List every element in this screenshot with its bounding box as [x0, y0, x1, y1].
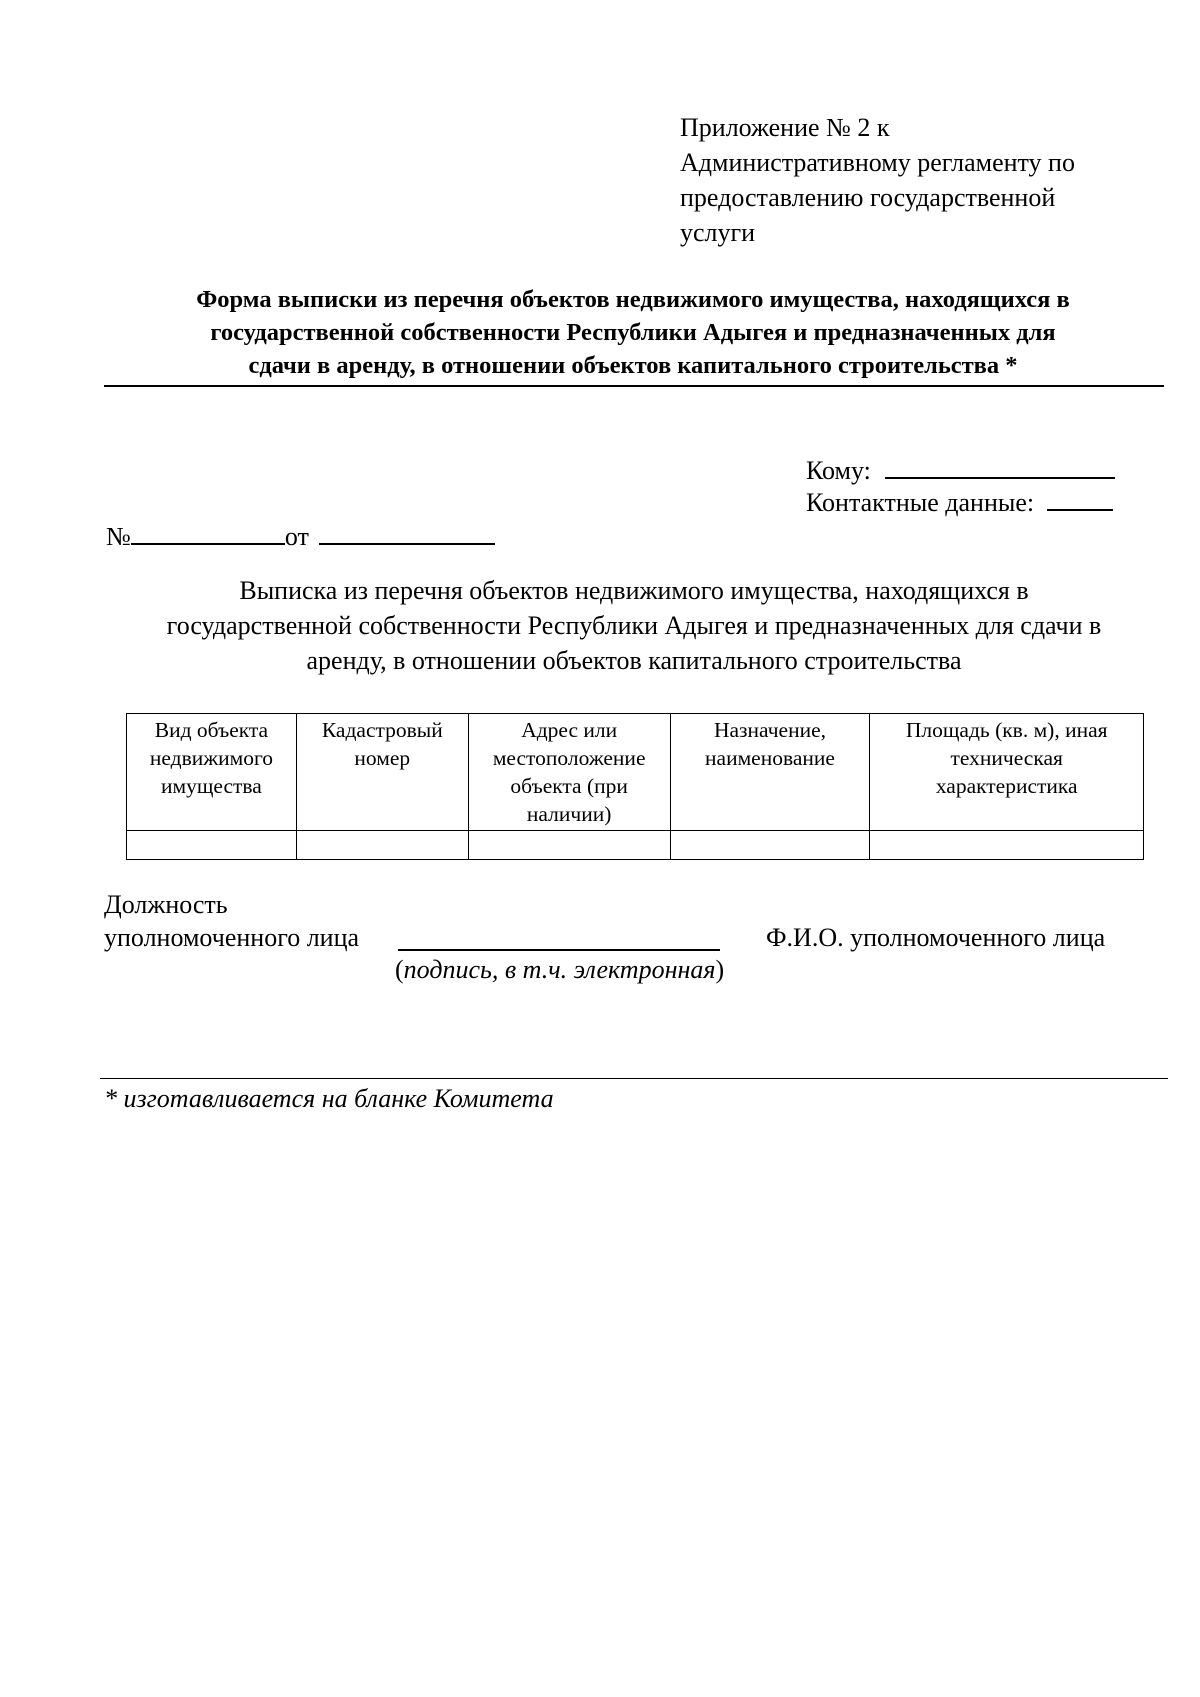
header-object-type-l1: Вид объекта	[154, 718, 269, 742]
header-purpose-l2: наименование	[705, 746, 835, 770]
header-address-l3: объекта (при	[510, 774, 628, 798]
header-object-type-l2: недвижимого	[149, 746, 273, 770]
cell-address[interactable]	[468, 831, 670, 860]
header-address-l1: Адрес или	[521, 718, 618, 742]
recipient-to-field[interactable]	[885, 455, 1115, 479]
appendix-line-4: услуги	[680, 218, 756, 247]
footnote: * изготавливается на бланке Комитета	[104, 1084, 554, 1113]
extract-title-line-3: аренду, в отношении объектов капитального строительства	[306, 646, 962, 675]
extract-table	[126, 713, 1144, 860]
cell-area[interactable]	[870, 831, 1144, 860]
header-cadastral-l2: номер	[354, 746, 411, 770]
recipient-to-label: Кому:	[806, 456, 871, 485]
caption-close-paren: )	[715, 955, 725, 984]
recipient-contacts-row	[806, 487, 1113, 519]
caption-text: подпись, в т.ч. электронная	[403, 955, 716, 984]
appendix-line-1: Приложение № 2 к	[680, 113, 890, 142]
recipient-contacts-field[interactable]	[1047, 487, 1113, 511]
signature-caption	[395, 955, 724, 985]
header-area-l2: техническая	[950, 746, 1063, 770]
header-cadastral-number	[296, 714, 468, 831]
extract-title-line-2: государственной собственности Республики Адыгея и предназначенных для сдачи в	[166, 611, 1102, 640]
date-field[interactable]	[319, 521, 495, 545]
title-underline	[104, 385, 1164, 387]
extract-title	[104, 573, 1164, 678]
recipient-to-row	[806, 455, 1115, 487]
header-cadastral-l1: Кадастровый	[321, 718, 443, 742]
header-area	[870, 714, 1144, 831]
date-label: от	[284, 522, 309, 551]
table-row	[127, 831, 1144, 860]
footnote-rule	[100, 1078, 1168, 1079]
header-area-l3: характеристика	[935, 774, 1078, 798]
header-object-type-l3: имущества	[161, 774, 262, 798]
signature-line[interactable]	[398, 949, 720, 951]
number-label: №	[106, 522, 131, 551]
number-date-row	[106, 521, 495, 553]
number-field[interactable]	[131, 521, 285, 545]
header-area-l1: Площадь (кв. м), иная	[905, 718, 1108, 742]
cell-object-type[interactable]	[127, 831, 297, 860]
form-title-line-2: государственной собственности Республики Адыгея и предназначенных для	[210, 319, 1056, 346]
appendix-heading	[680, 110, 1140, 250]
form-title-line-1: Форма выписки из перечня объектов недвижимого имущества, находящихся в	[196, 286, 1070, 313]
header-object-type	[127, 714, 297, 831]
header-address-l4: наличии)	[526, 802, 612, 826]
caption-open-paren: (	[395, 955, 404, 984]
header-address	[468, 714, 670, 831]
header-purpose-l1: Назначение,	[713, 718, 827, 742]
appendix-line-2: Административному регламенту по	[680, 148, 1075, 177]
extract-title-line-1: Выписка из перечня объектов недвижимого имущества, находящихся в	[239, 576, 1029, 605]
appendix-line-3: предоставлению государственной	[680, 183, 1056, 212]
cell-cadastral-number[interactable]	[296, 831, 468, 860]
form-title	[104, 283, 1162, 382]
fio-label: Ф.И.О. уполномоченного лица	[766, 923, 1106, 952]
position-label-line-1: Должность	[104, 890, 228, 919]
cell-purpose[interactable]	[670, 831, 870, 860]
table-header-row	[127, 714, 1144, 831]
recipient-contacts-label: Контактные данные:	[806, 488, 1035, 517]
header-purpose	[670, 714, 870, 831]
position-label-line-2: уполномоченного лица	[104, 923, 360, 952]
header-address-l2: местоположение	[492, 746, 646, 770]
form-title-line-3: сдачи в аренду, в отношении объектов капитального строительства *	[248, 352, 1018, 379]
